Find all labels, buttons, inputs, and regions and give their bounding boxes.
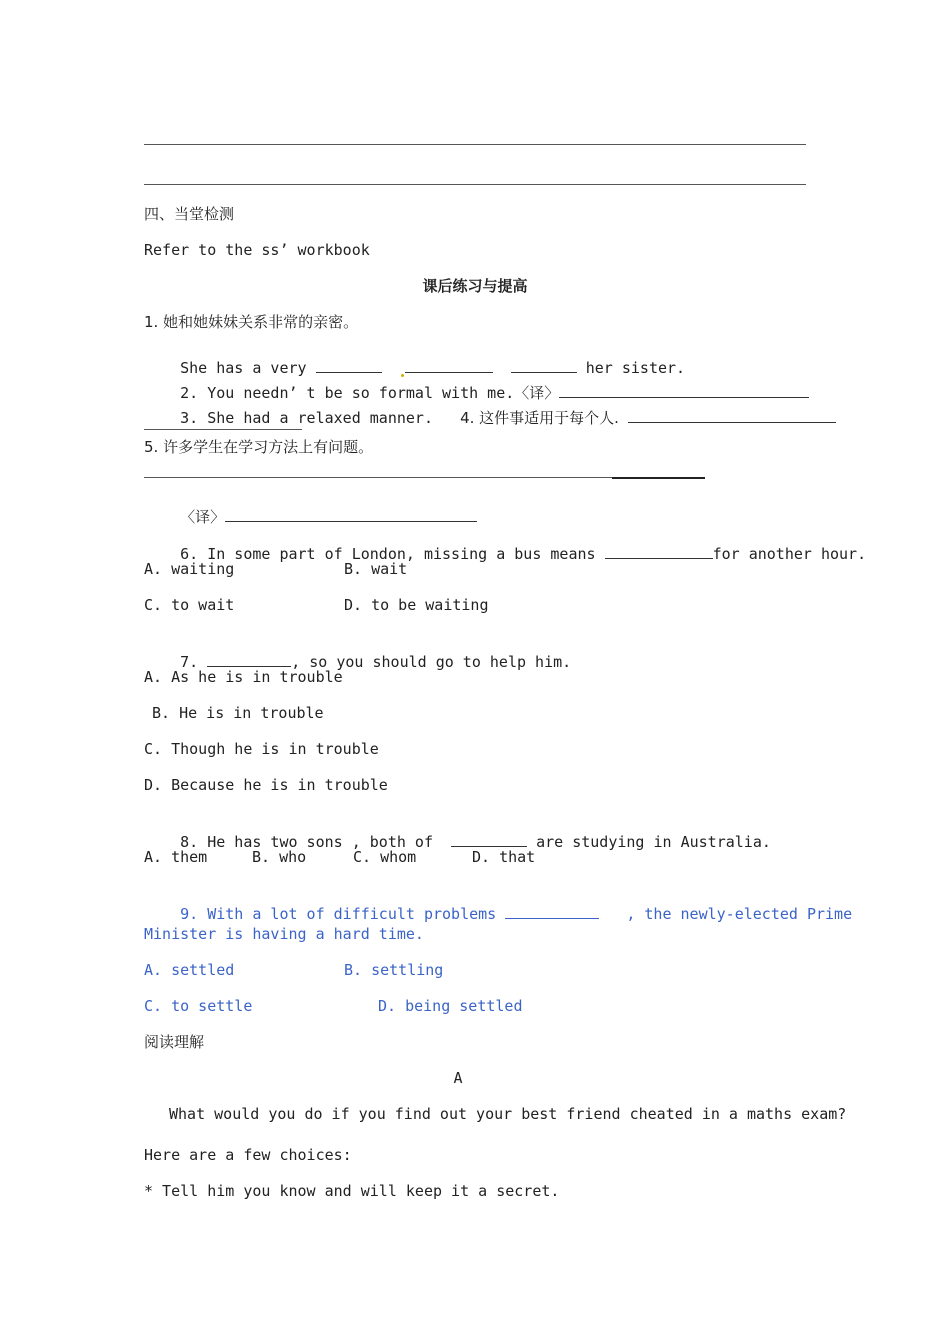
answer-blank[interactable] [628,407,836,423]
reading-heading: 阅读理解 [144,1033,205,1051]
question-7-number: 7. [180,653,199,671]
question-8-option-b[interactable]: B. who [252,848,307,866]
question-9-option-a[interactable]: A. settled [144,961,235,979]
answer-line-3 [144,429,302,430]
question-3-text: 3. She had a relaxed manner. [180,409,433,427]
question-5-chinese: 5. 许多学生在学习方法上有问题。 [144,438,374,456]
question-7-option-b[interactable]: B. He is in trouble [152,704,324,722]
section-heading: 四、当堂检测 [144,205,235,223]
answer-blank[interactable] [605,543,713,559]
question-8-option-d[interactable]: D. that [472,848,536,866]
passage-label: A [453,1069,463,1087]
question-8-stem [144,811,771,872]
question-8-text-b: are studying in Australia. [536,833,771,851]
question-1-text-a: She has a very [180,359,307,377]
translate-label: 〈译〉 [180,508,226,526]
question-7-option-d[interactable]: D. Because he is in trouble [144,776,388,794]
question-8-option-a[interactable]: A. them [144,848,208,866]
passage-paragraph-3: * Tell him you know and will keep it a secret. [144,1182,560,1200]
question-8-option-c[interactable]: C. whom [353,848,417,866]
section-line: Refer to the ss’ workbook [144,241,370,259]
answer-line-1 [144,144,806,145]
question-6-option-a[interactable]: A. waiting [144,560,235,578]
question-6-text-a: 6. In some part of London, missing a bus means [180,545,596,563]
question-9-option-c[interactable]: C. to settle [144,997,253,1015]
answer-blank[interactable] [207,651,291,667]
answer-line-5 [612,477,705,479]
answer-line-4 [144,477,612,478]
page-title: 课后练习与提高 [422,277,528,295]
question-6-option-b[interactable]: B. wait [344,560,408,578]
question-7-option-a[interactable]: A. As he is in trouble [144,668,343,686]
question-9-text-b: , the newly-elected Prime [626,905,853,923]
answer-blank[interactable] [451,831,527,847]
question-6-option-c[interactable]: C. to wait [144,596,235,614]
question-2-text: 2. You needn’ t be so formal with me. [180,384,515,402]
translate-label: 〈译〉 [514,384,560,402]
question-9-option-b[interactable]: B. settling [344,961,444,979]
question-6-stem [144,523,866,584]
answer-line-2 [144,184,806,185]
question-7-option-c[interactable]: C. Though he is in trouble [144,740,379,758]
question-1-chinese: 1. 她和她妹妹关系非常的亲密。 [144,313,359,331]
question-6-option-d[interactable]: D. to be waiting [344,596,489,614]
question-1-text-b: her sister. [585,359,686,377]
passage-paragraph-1: What would you do if you find out your best friend cheated in a maths exam? [169,1105,847,1123]
passage-paragraph-2: Here are a few choices: [144,1146,352,1164]
answer-blank[interactable] [225,506,477,522]
question-9-option-d[interactable]: D. being settled [378,997,523,1015]
question-9-text-a: 9. With a lot of difficult problems [180,905,497,923]
question-9-stem-continued: Minister is having a hard time. [144,925,424,943]
question-8-text-a: 8. He has two sons , both of [180,833,433,851]
question-7-text: , so you should go to help him. [291,653,572,671]
question-4-text: 4. 这件事适用于每个人. [460,409,619,427]
question-6-text-b: for another hour. [712,545,867,563]
answer-blank[interactable] [505,903,599,919]
